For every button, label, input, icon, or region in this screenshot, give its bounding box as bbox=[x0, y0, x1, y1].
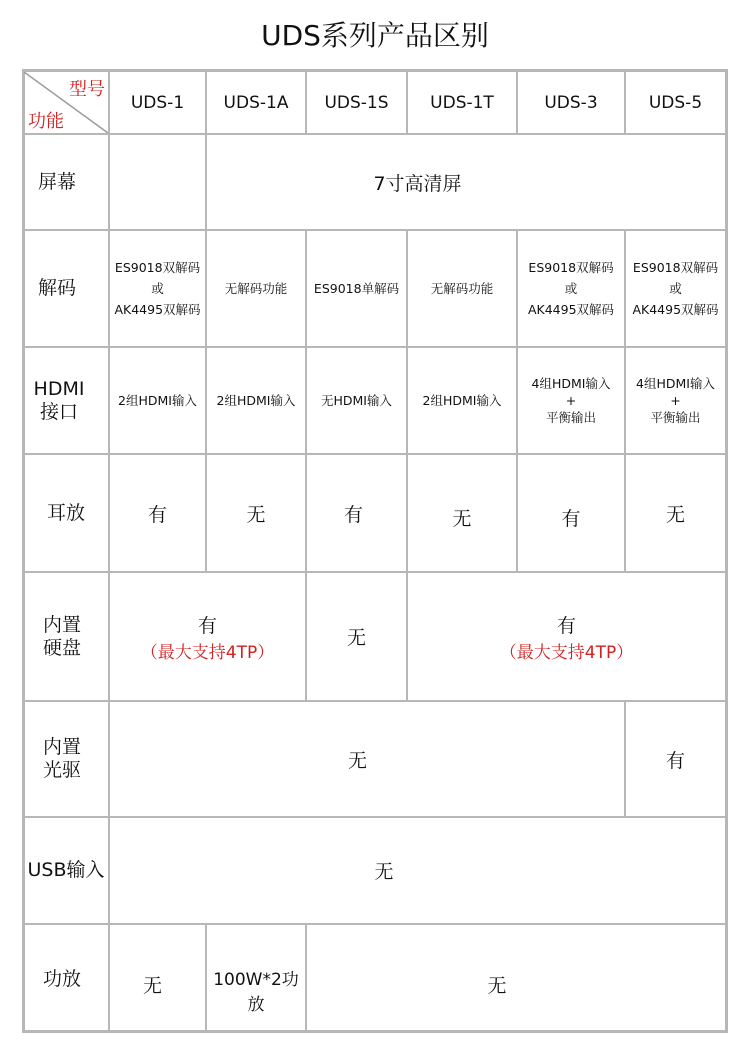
hdmi-cell: 2组HDMI输入 bbox=[118, 393, 197, 408]
amp-cell: 无 bbox=[487, 974, 507, 997]
model-header: UDS-1S bbox=[324, 92, 389, 113]
headphone-cell: 有 bbox=[343, 503, 363, 526]
model-header: UDS-3 bbox=[544, 92, 598, 113]
decode-cell: ES9018双解码 或 AK4495双解码 bbox=[114, 260, 201, 317]
decode-cell: 无解码功能 bbox=[430, 281, 494, 296]
corner-function-label: 功能 bbox=[28, 111, 64, 132]
amp-cell: 100W*2功放 bbox=[213, 970, 299, 1015]
row-label-screen: 屏幕 bbox=[37, 170, 76, 193]
hdd-cell: 有 （最大支持4TP） bbox=[499, 614, 634, 663]
decode-cell: ES9018双解码 或 AK4495双解码 bbox=[527, 260, 615, 317]
decode-cell: ES9018双解码 或 AK4495双解码 bbox=[632, 260, 719, 317]
model-header: UDS-1 bbox=[130, 92, 185, 113]
hdd-cell: 有 （最大支持4TP） bbox=[140, 614, 275, 663]
headphone-cell: 有 bbox=[561, 507, 581, 530]
hdmi-cell: 4组HDMI输入 + 平衡输出 bbox=[531, 376, 611, 425]
hdmi-cell: 2组HDMI输入 bbox=[422, 393, 502, 408]
decode-cell: 无解码功能 bbox=[224, 281, 288, 296]
row-label-hdd: 内置 硬盘 bbox=[42, 613, 81, 659]
row-label-headphone: 耳放 bbox=[46, 501, 85, 524]
optical-cell: 无 bbox=[347, 749, 367, 772]
row-label-hdmi: HDMI 接口 bbox=[33, 377, 85, 423]
decode-cell: ES9018单解码 bbox=[313, 281, 400, 296]
row-label-optical: 内置 光驱 bbox=[42, 736, 81, 781]
page-title: UDS系列产品区别 bbox=[261, 19, 489, 52]
model-header: UDS-5 bbox=[648, 92, 703, 113]
hdmi-cell: 无HDMI输入 bbox=[321, 393, 392, 408]
row-label-decode: 解码 bbox=[37, 277, 76, 299]
corner-model-label: 型号 bbox=[69, 79, 105, 100]
headphone-cell: 无 bbox=[246, 503, 266, 526]
headphone-cell: 无 bbox=[452, 507, 472, 530]
screen-value: 7寸高清屏 bbox=[373, 172, 462, 195]
headphone-cell: 有 bbox=[147, 503, 167, 526]
usb-cell: 无 bbox=[374, 861, 394, 883]
model-header: UDS-1T bbox=[430, 92, 494, 113]
hdmi-cell: 4组HDMI输入 + 平衡输出 bbox=[636, 376, 715, 425]
amp-cell: 无 bbox=[142, 974, 162, 997]
headphone-cell: 无 bbox=[665, 503, 685, 526]
row-label-usb: USB输入 bbox=[27, 859, 105, 881]
model-header: UDS-1A bbox=[223, 92, 289, 113]
hdd-cell: 无 bbox=[346, 627, 366, 649]
row-label-amp: 功放 bbox=[42, 967, 81, 990]
optical-cell: 有 bbox=[665, 749, 685, 772]
hdmi-cell: 2组HDMI输入 bbox=[216, 393, 296, 408]
